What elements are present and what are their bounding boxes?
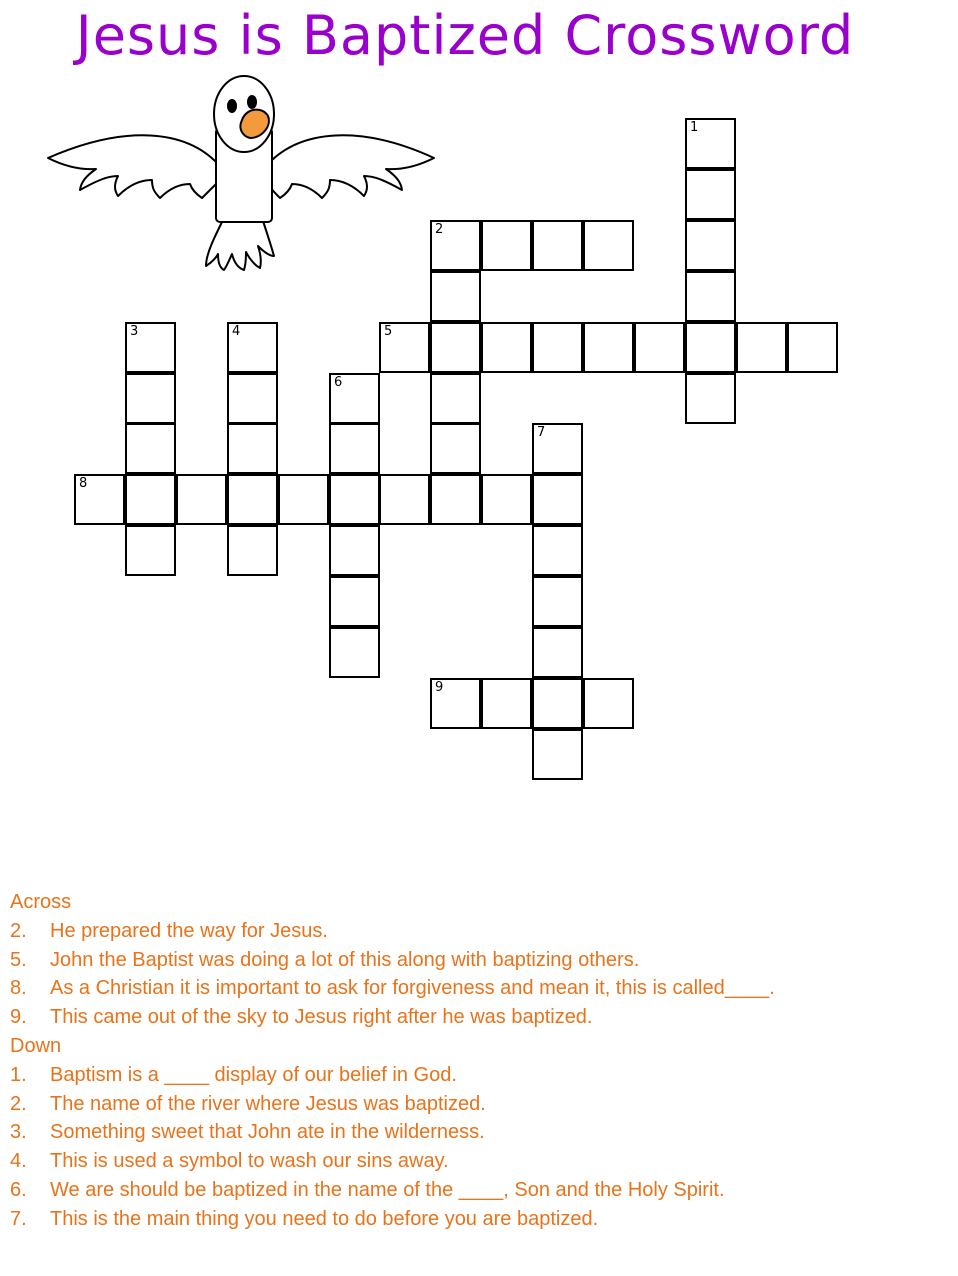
clue-num: 7. xyxy=(10,1207,27,1230)
grid-cell[interactable] xyxy=(227,373,278,424)
clue-number: 3 xyxy=(130,324,139,339)
clue-num: 1. xyxy=(10,1063,27,1086)
clue-num: 3. xyxy=(10,1121,27,1144)
grid-cell[interactable] xyxy=(74,474,125,525)
clue-number: 7 xyxy=(537,425,546,440)
clue-number: 5 xyxy=(384,324,393,339)
grid-cell[interactable] xyxy=(379,322,430,373)
grid-cell[interactable] xyxy=(227,423,278,474)
grid-cell[interactable] xyxy=(532,576,583,627)
grid-cell[interactable] xyxy=(430,271,481,322)
grid-cell[interactable] xyxy=(329,373,380,424)
clue-number: 6 xyxy=(334,375,343,390)
grid-cell[interactable] xyxy=(532,220,583,271)
across-clue xyxy=(10,917,950,946)
down-clue xyxy=(10,1118,950,1147)
down-clue xyxy=(10,1090,950,1119)
down-clue xyxy=(10,1147,950,1176)
grid-cell[interactable] xyxy=(685,373,736,424)
grid-cell[interactable] xyxy=(430,373,481,424)
grid-cell[interactable] xyxy=(125,373,176,424)
grid-cell[interactable] xyxy=(227,525,278,576)
clue-text: This is used a symbol to wash our sins away. xyxy=(50,1150,449,1173)
grid-cell[interactable] xyxy=(685,169,736,220)
page-title: Jesus is Baptized Crossword xyxy=(75,4,855,67)
clue-num: 4. xyxy=(10,1150,27,1173)
grid-cell[interactable] xyxy=(532,423,583,474)
grid-cell[interactable] xyxy=(430,423,481,474)
grid-cell[interactable] xyxy=(125,525,176,576)
grid-cell[interactable] xyxy=(532,729,583,780)
across-heading: Across xyxy=(10,891,72,913)
grid-cell[interactable] xyxy=(430,322,481,373)
grid-cell[interactable] xyxy=(329,474,380,525)
grid-cell[interactable] xyxy=(481,678,532,729)
down-clue xyxy=(10,1061,950,1090)
clue-num: 2. xyxy=(10,1092,27,1115)
across-clue xyxy=(10,1003,950,1032)
grid-cell[interactable] xyxy=(532,322,583,373)
grid-cell[interactable] xyxy=(481,220,532,271)
clue-text: This came out of the sky to Jesus right after he was baptized. xyxy=(50,1006,593,1029)
clue-num: 9. xyxy=(10,1006,27,1029)
down-clue xyxy=(10,1176,950,1205)
grid-cell[interactable] xyxy=(430,678,481,729)
grid-cell[interactable] xyxy=(787,322,838,373)
clue-text: John the Baptist was doing a lot of this along with baptizing others. xyxy=(50,948,640,971)
grid-cell[interactable] xyxy=(329,423,380,474)
grid-cell[interactable] xyxy=(685,271,736,322)
clue-list xyxy=(10,888,950,1234)
clue-number: 2 xyxy=(435,222,444,237)
grid-cell[interactable] xyxy=(379,474,430,525)
across-clue xyxy=(10,946,950,975)
grid-cell[interactable] xyxy=(329,525,380,576)
grid-cell[interactable] xyxy=(125,474,176,525)
across-clues xyxy=(10,917,950,1032)
grid-cell[interactable] xyxy=(634,322,685,373)
clue-text: Baptism is a ____ display of our belief in God. xyxy=(50,1063,457,1086)
clue-num: 5. xyxy=(10,948,27,971)
clue-number: 8 xyxy=(79,476,88,491)
grid-cell[interactable] xyxy=(583,322,634,373)
down-clues xyxy=(10,1061,950,1234)
grid-cell[interactable] xyxy=(532,678,583,729)
grid-cell[interactable] xyxy=(685,220,736,271)
across-clue xyxy=(10,974,950,1003)
grid-cell[interactable] xyxy=(227,322,278,373)
grid-cell[interactable] xyxy=(278,474,329,525)
grid-cell[interactable] xyxy=(329,576,380,627)
grid-cell[interactable] xyxy=(329,627,380,678)
grid-cell[interactable] xyxy=(430,474,481,525)
clue-number: 1 xyxy=(690,120,699,135)
grid-cell[interactable] xyxy=(481,474,532,525)
grid-cell[interactable] xyxy=(532,525,583,576)
grid-cell[interactable] xyxy=(532,627,583,678)
clue-num: 2. xyxy=(10,919,27,942)
down-heading: Down xyxy=(10,1034,62,1057)
grid-cell[interactable] xyxy=(481,322,532,373)
clue-num: 6. xyxy=(10,1178,27,1201)
clue-text: Something sweet that John ate in the wilderness. xyxy=(50,1121,485,1144)
clue-text: He prepared the way for Jesus. xyxy=(50,919,328,942)
grid-cell[interactable] xyxy=(125,322,176,373)
clue-text: We are should be baptized in the name of the ____, Son and the Holy Spirit. xyxy=(50,1178,725,1201)
grid-cell[interactable] xyxy=(430,220,481,271)
grid-cell[interactable] xyxy=(736,322,787,373)
grid-cell[interactable] xyxy=(583,678,634,729)
grid-cell[interactable] xyxy=(583,220,634,271)
clue-text: This is the main thing you need to do before you are baptized. xyxy=(50,1207,599,1230)
clue-number: 9 xyxy=(435,680,444,695)
clue-text: The name of the river where Jesus was baptized. xyxy=(50,1092,486,1115)
grid-cell[interactable] xyxy=(176,474,227,525)
clue-number: 4 xyxy=(232,324,241,339)
clue-num: 8. xyxy=(10,977,27,1000)
down-clue xyxy=(10,1205,950,1234)
grid-cell[interactable] xyxy=(685,118,736,169)
clue-text: As a Christian it is important to ask for forgiveness and mean it, this is called____. xyxy=(50,977,775,1000)
grid-cell[interactable] xyxy=(125,423,176,474)
grid-cell[interactable] xyxy=(227,474,278,525)
grid-cell[interactable] xyxy=(532,474,583,525)
grid-cell[interactable] xyxy=(685,322,736,373)
